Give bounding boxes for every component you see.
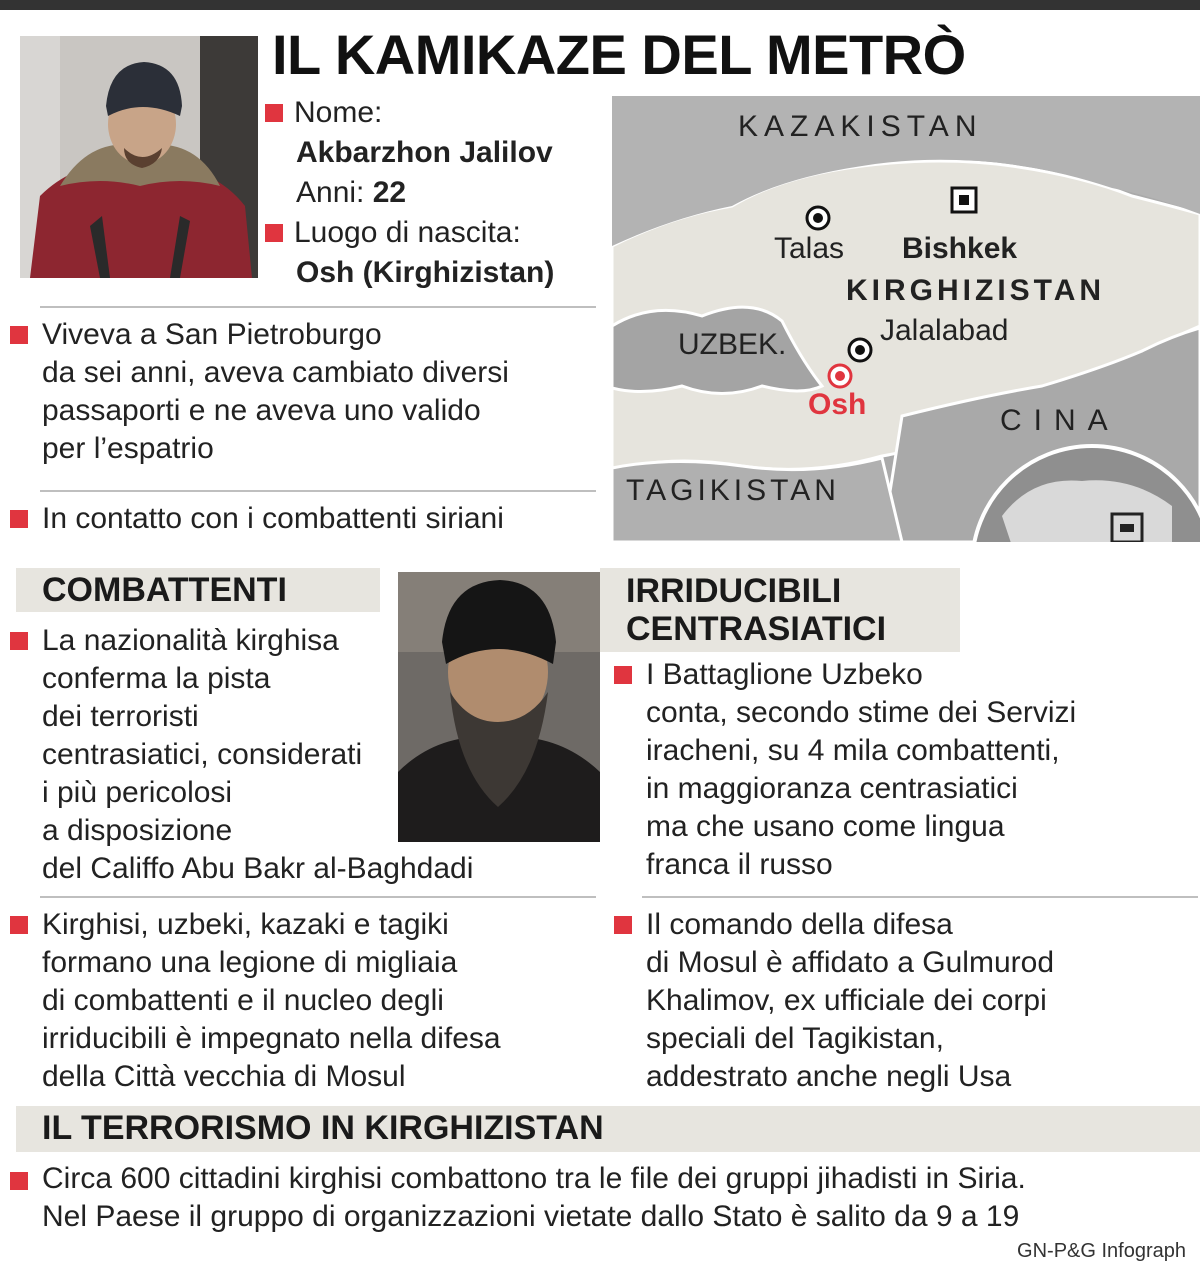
text-line: addestrato anche negli Usa	[646, 1060, 1012, 1093]
text-line: Il comando della difesa	[646, 908, 953, 941]
divider	[642, 896, 1198, 898]
profile-age-value: 22	[372, 176, 407, 209]
city-marker-jalalabad	[849, 339, 871, 361]
profile-age	[296, 174, 406, 212]
text-line: Nel Paese il gruppo di organizzazioni vietate dallo Stato è salito da 9 a 19	[42, 1200, 1020, 1233]
profile-age-label: Anni:	[296, 176, 373, 209]
text-line: conferma la pista	[42, 662, 271, 695]
divider	[40, 896, 596, 898]
bullet-icon	[10, 1172, 28, 1190]
text-line: Khalimov, ex ufficiale dei corpi	[646, 984, 1047, 1017]
text-line: formano una legione di migliaia	[42, 946, 458, 979]
bio-line: per l’espatrio	[42, 432, 214, 465]
text-line: in maggioranza centrasiatici	[646, 772, 1018, 805]
bullet-icon	[614, 666, 632, 684]
divider	[40, 490, 596, 492]
text-line: La nazionalità kirghisa	[42, 624, 339, 657]
bio-paragraph	[42, 316, 509, 468]
bio-line: da sei anni, aveva cambiato diversi	[42, 356, 509, 389]
bullet-icon	[10, 326, 28, 344]
text-line: a disposizione	[42, 814, 233, 847]
bullet-icon	[10, 916, 28, 934]
text-line: ma che usano come lingua	[646, 810, 1005, 843]
credit: GN-P&G Infograph	[1017, 1240, 1186, 1262]
terrorismo-paragraph	[42, 1160, 1026, 1236]
bullet-icon	[614, 916, 632, 934]
top-bar	[0, 0, 1200, 10]
bio-line: passaporti e ne aveva uno valido	[42, 394, 481, 427]
text-line: conta, secondo stime dei Servizi	[646, 696, 1077, 729]
combattenti-paragraph-1	[42, 622, 473, 888]
text-line: centrasiatici, considerati	[42, 738, 363, 771]
section-heading-irriducibili	[600, 568, 960, 652]
capital-marker-bishkek	[952, 188, 976, 212]
text-line: del Califfo Abu Bakr al-Baghdadi	[42, 852, 474, 885]
irriducibili-paragraph-2	[646, 906, 1054, 1096]
text-line: iracheni, su 4 mila combattenti,	[646, 734, 1060, 767]
divider	[40, 306, 596, 308]
map-label-tagikistan: TAGIKISTAN	[626, 474, 840, 507]
map-label-kazakistan: KAZAKISTAN	[738, 110, 983, 143]
profile-birthplace-value: Osh (Kirghizistan)	[296, 256, 555, 289]
suspect-photo	[20, 36, 258, 278]
heading-line: IRRIDUCIBILI	[626, 572, 842, 610]
bullet-icon	[265, 224, 283, 242]
profile-birthplace-label: Luogo di nascita:	[294, 216, 521, 249]
city-marker-talas	[807, 207, 829, 229]
section-heading-terrorismo: IL TERRORISMO IN KIRGHIZISTAN	[16, 1106, 1200, 1152]
map-label-talas: Talas	[774, 232, 845, 265]
map-label-kirghizistan: KIRGHIZISTAN	[846, 274, 1106, 307]
map-label-osh: Osh	[808, 388, 867, 421]
text-line: dei terroristi	[42, 700, 199, 733]
text-line: di combattenti e il nucleo degli	[42, 984, 444, 1017]
bullet-icon	[265, 104, 283, 122]
bullet-icon	[10, 632, 28, 650]
heading-line: CENTRASIATICI	[626, 610, 887, 648]
text-line: Circa 600 cittadini kirghisi combattono tra le file dei gruppi jihadisti in Siria.	[42, 1162, 1026, 1195]
bio-line: Viveva a San Pietroburgo	[42, 318, 382, 351]
text-line: irriducibili è impegnato nella difesa	[42, 1022, 501, 1055]
text-line: di Mosul è affidato a Gulmurod	[646, 946, 1055, 979]
page-title: IL KAMIKAZE DEL METRÒ	[272, 23, 966, 86]
text-line: speciali del Tagikistan,	[646, 1022, 944, 1055]
text-line: franca il russo	[646, 848, 833, 881]
map	[612, 96, 1200, 542]
text-line: Kirghisi, uzbeki, kazaki e tagiki	[42, 908, 449, 941]
profile-name-value: Akbarzhon Jalilov	[296, 136, 553, 169]
irriducibili-paragraph-1	[646, 656, 1076, 884]
map-label-jalalabad: Jalalabad	[880, 314, 1009, 347]
text-line: I Battaglione Uzbeko	[646, 658, 923, 691]
city-marker-osh	[829, 365, 851, 387]
combattenti-paragraph-2	[42, 906, 501, 1096]
bio-contact: In contatto con i combattenti siriani	[42, 502, 504, 535]
map-label-bishkek: Bishkek	[902, 232, 1018, 265]
map-label-cina: CINA	[1000, 404, 1120, 437]
map-label-uzbek: UZBEK.	[678, 328, 787, 361]
bullet-icon	[10, 510, 28, 528]
text-line: della Città vecchia di Mosul	[42, 1060, 406, 1093]
profile-name-label: Nome:	[294, 96, 383, 129]
text-line: i più pericolosi	[42, 776, 233, 809]
section-heading-combattenti: COMBATTENTI	[16, 568, 380, 612]
